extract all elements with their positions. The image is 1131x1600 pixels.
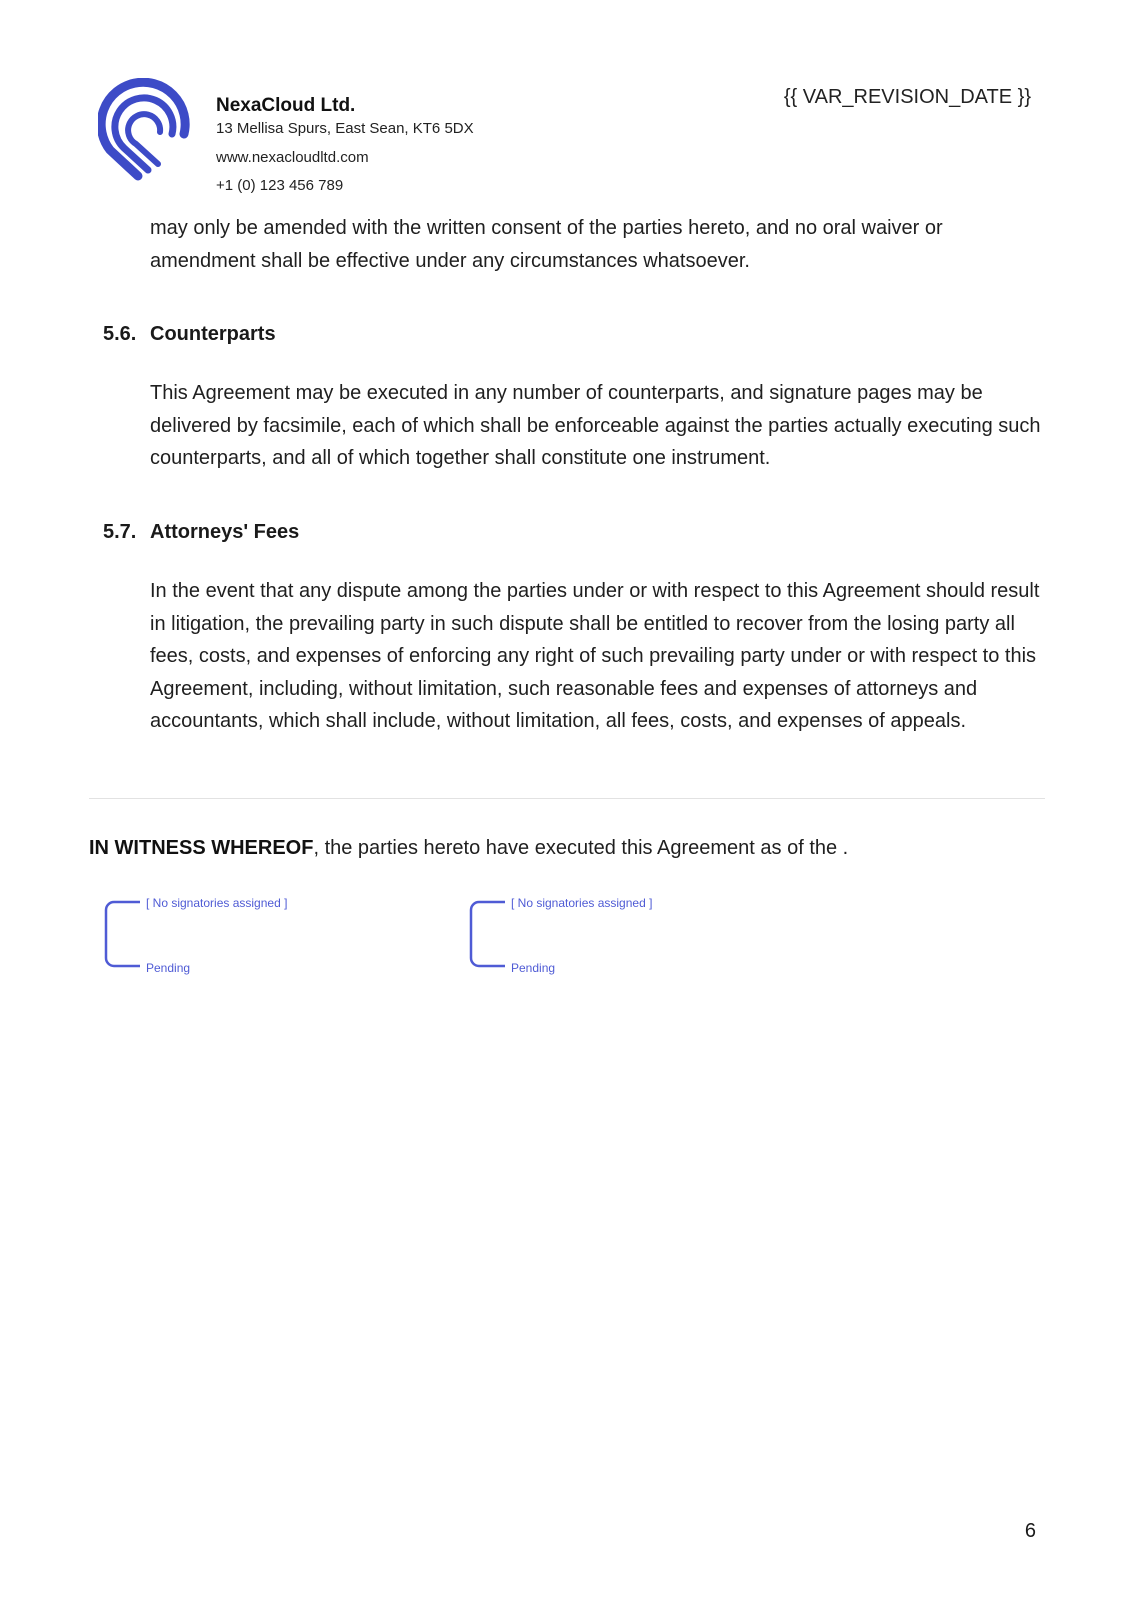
signature-bracket-icon [469,900,509,970]
company-website: www.nexacloudltd.com [216,149,369,166]
signature-status: Pending [511,961,556,975]
witness-text: , the parties hereto have executed this Agreement as of the . [313,837,849,859]
section-number: 5.6. [103,323,137,345]
witness-lead: IN WITNESS WHEREOF [89,837,314,859]
signature-block[interactable] [469,896,769,975]
company-phone: +1 (0) 123 456 789 [216,177,344,194]
section-title: Counterparts [150,323,276,345]
section-heading-counterparts [103,323,276,346]
section-paragraph-counterparts: This Agreement may be executed in any number of counterparts, and signature pages may be delivered by facsimile, each of which shall be enforceable against the parties actually executing such counterparts, and all of which together shall constitute one instrument. [150,382,1041,469]
signatory-name: [ No signatories assigned ] [511,896,653,910]
continuation-paragraph: may only be amended with the written consent of the parties hereto, and no oral waiver or amendment shall be effective under any circumstances whatsoever. [150,217,943,272]
signature-status: Pending [146,961,191,975]
divider [89,798,1045,799]
witness-statement [89,837,848,860]
company-info [216,94,474,196]
section-heading-attorneys-fees [103,521,299,544]
company-name: NexaCloud Ltd. [216,95,356,116]
company-address: 13 Mellisa Spurs, East Sean, KT6 5DX [216,120,474,137]
page-number: 6 [1024,1520,1036,1542]
signature-bracket-icon [104,900,144,970]
signature-block[interactable] [104,896,404,975]
signatory-name: [ No signatories assigned ] [146,896,288,910]
nexacloud-logo-icon [98,78,194,182]
section-title: Attorneys' Fees [150,521,300,543]
section-paragraph-attorneys-fees: In the event that any dispute among the parties under or with respect to this Agreement should result in litigation, the prevailing party in such dispute shall be entitled to recover from the losing party all fees, costs, and expenses of enforcing any right of such prevailing party under or with respect to this Agreement, including, without limitation, such reasonable fees and expenses of attorneys and accountants, which shall include, without limitation, all fees, costs, and expenses of appeals. [150,580,1040,732]
revision-date: {{ VAR_REVISION_DATE }} [783,86,1031,108]
section-number: 5.7. [103,521,137,543]
